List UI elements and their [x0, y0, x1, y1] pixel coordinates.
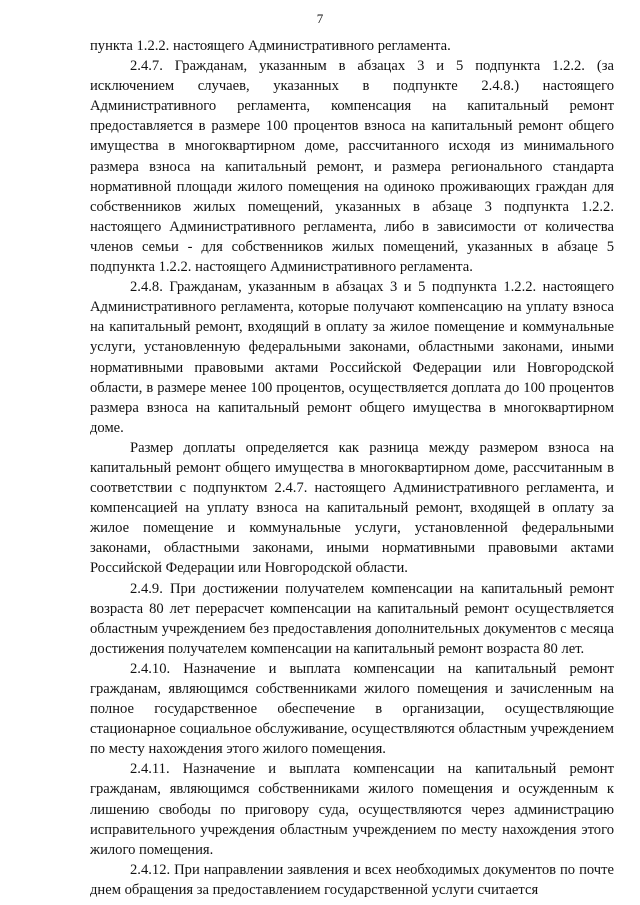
paragraph-2-4-8: 2.4.8. Гражданам, указанным в абзацах 3 и 5 подпункта 1.2.2. настоящего Административного регламента, которые получают компенсацию на уплату взноса на капитальный ремонт, входящий в оплату за жилое помещение и коммунальные услуги, установленную федеральными законами, областными законами, иными нормативными правовыми актами Российской Федерации или Новгородской области, в размере менее 100 процентов, осуществляется доплата до 100 процентов размера взноса на капитальный ремонт общего имущества в многоквартирном доме.: [90, 279, 614, 436]
document-body: [90, 36, 614, 900]
paragraph-surcharge-amount: Размер доплаты определяется как разница между размером взноса на капитальный ремонт общего имущества в многоквартирном доме, рассчитанным в соответствии с подпунктом 2.4.7. настоящего Административного регламента, и компенсацией на уплату взноса на капитальный ремонт, входящей в оплату за жилое помещение и коммунальные услуги, установленной федеральными законами, областными законами, иными нормативными правовыми актами Российской Федерации или Новгородской области.: [90, 439, 614, 577]
paragraph-2-4-11: 2.4.11. Назначение и выплата компенсации на капитальный ремонт гражданам, являющимся собственниками жилого помещения и осужденным к лишению свободы по приговору суда, осуществляются через администрацию исправительного учреждения областным учреждением по месту нахождения этого жилого помещения.: [90, 761, 614, 858]
paragraph-continuation: пункта 1.2.2. настоящего Административного регламента.: [90, 38, 451, 54]
paragraph-2-4-12: 2.4.12. При направлении заявления и всех необходимых документов по почте днем обращения за предоставлением государственной услуги считается: [90, 861, 614, 898]
paragraph-2-4-7: 2.4.7. Гражданам, указанным в абзацах 3 и 5 подпункта 1.2.2. (за исключением случаев, указанных в подпункте 2.4.8.) настоящего Административного регламента, компенсация на капитальный ремонт предоставляется в размере 100 процентов взноса на капитальный ремонт общего имущества в многоквартирном доме, рассчитанного исходя из минимального размера взноса на капитальный ремонт, и размера регионального стандарта нормативной площади жилого помещения на одиноко проживающих граждан для собственников жилых помещений, указанных в абзаце 3 подпункта 1.2.2. настоящего Административного регламента, либо в зависимости от количества членов семьи - для собственников жилых помещений, указанных в абзаце 5 подпункта 1.2.2. настоящего Административного регламента.: [90, 58, 614, 276]
paragraph-2-4-10: 2.4.10. Назначение и выплата компенсации на капитальный ремонт гражданам, являющимся собственниками жилого помещения и зачисленным на полное государственное обеспечение в организации, осуществляющие стационарное социальное обслуживание, осуществляются областным учреждением по месту нахождения этого жилого помещения.: [90, 660, 614, 758]
paragraph-2-4-9: 2.4.9. При достижении получателем компенсации на капитальный ремонт возраста 80 лет перерасчет компенсации на капитальный ремонт осуществляется областным учреждением без предоставления дополнительных документов с месяца достижения получателем компенсации на капитальный ремонт возраста 80 лет.: [90, 580, 614, 657]
page-number: 7: [316, 11, 324, 26]
